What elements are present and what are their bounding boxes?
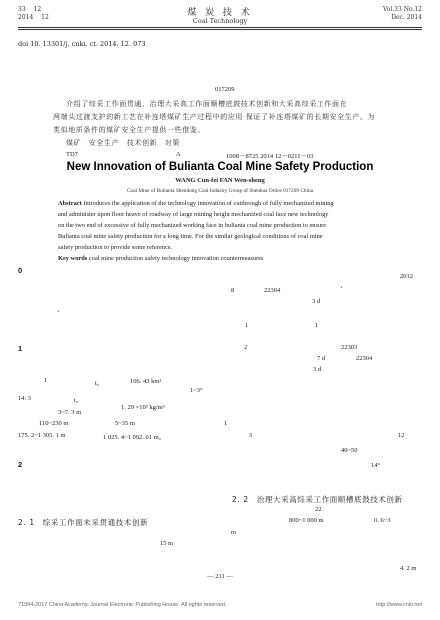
page-number: — 211 — [207,573,233,580]
seam-thickness: 3~7. 3 m [58,409,82,416]
angle-14: 14° [371,462,381,469]
length-4-2m: 4. 2 m [400,565,417,572]
abstract-en-line-2: and administer upon floor heave of roadway of large mining height mechanized coal face new technology [58,211,329,218]
doi: doi 10. 13301/j. cnki. ct. 2014. 12. 073 [18,40,146,48]
abstract-cn-line-3: 类似地质条件的煤矿安全生产提供一些借鉴。 [53,126,205,134]
section-2-1-heading: 2. 1 综采工作面末采贯通技术创新 [18,518,149,527]
elevation-range: 175. 2~1 305. 1 m [18,432,66,439]
value-14-3: 14. 3 [18,395,31,402]
abstract-en-line-1 [58,199,334,209]
authors-en: WANG Cun-fei FAN Wen-sheng [175,177,265,184]
ref-22: 22 [315,506,322,513]
cnki-url[interactable]: http://www.cnki.net [376,602,422,608]
header-rule-2 [18,29,422,30]
year-2012: 2012 [400,273,413,280]
abstract-text-1: Introduces the application of the technology innovation of cutthrough of fully mechanized mining [83,200,334,207]
header-rule [18,27,422,28]
dip-range: 1~3° [190,387,203,394]
title-en: New Innovation of Bulianta Coal Mine Safety Production [66,161,374,173]
journal-vol-en [383,6,422,22]
coal-density: 1. 29 ×10³ kg/m³ [121,404,165,411]
t-mark-2: t。 [74,397,83,404]
copyright-footer: ?1994-2017 China Academic Journal Electronic Publishing House. All rights reserved. [18,602,227,608]
article-number: 1008－8725 2014 12－0211－03 [226,153,314,160]
face-22303: 22303 [341,344,358,351]
width-0-6-3: 0. 6~3 [374,517,391,524]
clc-number: TD7 [66,151,78,158]
elevation-range-2: 1 025. 4~1 092. 01 m。 [103,434,166,441]
ref-1b: 1 [315,322,319,329]
number-2: 2 [244,344,248,351]
ref-3: 3 [249,432,253,439]
volume-en: Vol.33 No.12 [382,6,422,13]
abstract-cn-line-1: 介绍了综采工作面贯通、治理大采高工作面顺槽底鼓技术创新和大采高综采工作面在 [66,100,348,108]
comma-mark-2: 、 [57,306,64,313]
comma-mark-1: 、 [340,282,347,289]
keywords-cn: 煤矿 安全生产 技术创新 对策 [66,139,180,147]
depth-800-1000: 800~1 000 m [289,517,324,524]
year-month: 2014 12 [18,14,49,21]
keywords-label: Key words [58,255,88,262]
duration-3d-b: 3 d [313,366,322,373]
face-22304-b: 22304 [356,355,373,362]
document-code: A [176,151,181,158]
postal-code: 017209 [215,86,235,93]
ref-1d: 1 [224,420,228,427]
ref-1a: 1 [245,322,249,329]
section-1-heading: 1 [18,344,23,353]
t-mark: t。 [95,380,104,387]
section-2-2-heading: 2. 2 治理大采高综采工作面顺槽底鼓技术创新 [232,495,403,504]
section-2-heading: 2 [18,460,23,469]
keywords-en-line [58,254,264,264]
duration-3d: 3 d [312,298,321,305]
abstract-en-line-5: safety production to provide some reference. [58,244,173,251]
volume-issue: 33 12 [18,6,42,13]
journal-name-cn: 煤 炭 技 术 [187,8,253,18]
unit-m: m [231,529,237,536]
face-22304: 22304 [264,287,281,294]
date-en: Dec. 2014 [391,14,422,21]
length-15m: 15 m [160,540,174,547]
duration-7d: 7 d [317,355,326,362]
ref-12: 12 [398,432,405,439]
keywords-en: coal mine production safety technology innovation countermeasures [88,255,264,262]
ref-1c: 1 [44,377,48,384]
abstract-cn-line-2: 两端头过渡支护的新工艺在补连塔煤矿生产过程中的应用 保证了补连塔煤矿的长期安全生产。为 [53,113,376,121]
affiliation-en: Coal Mine of Bulianta Shendong Coal Industry Group of Shenhua Ordos 017209 China [127,188,313,194]
length-40-50: 40~50 [341,447,358,454]
burial-depth-2: 5~35 m [115,420,135,427]
number-8: 8 [231,287,235,294]
burial-depth: 110~230 m [39,420,69,427]
abstract-en-line-3: on the two end of excessive of fully mechanized working face in bulianta coal mine production to ensure [58,222,327,229]
abstract-label: Abstract [58,200,82,207]
abstract-en-line-4: Bulianta coal mine safety production for a long time. For the similar geological conditions of coal mine [58,233,323,240]
journal-name-en: Coal Technology [192,17,248,25]
field-area: 106. 43 km² [130,378,162,385]
section-0-heading: 0 [18,266,23,275]
